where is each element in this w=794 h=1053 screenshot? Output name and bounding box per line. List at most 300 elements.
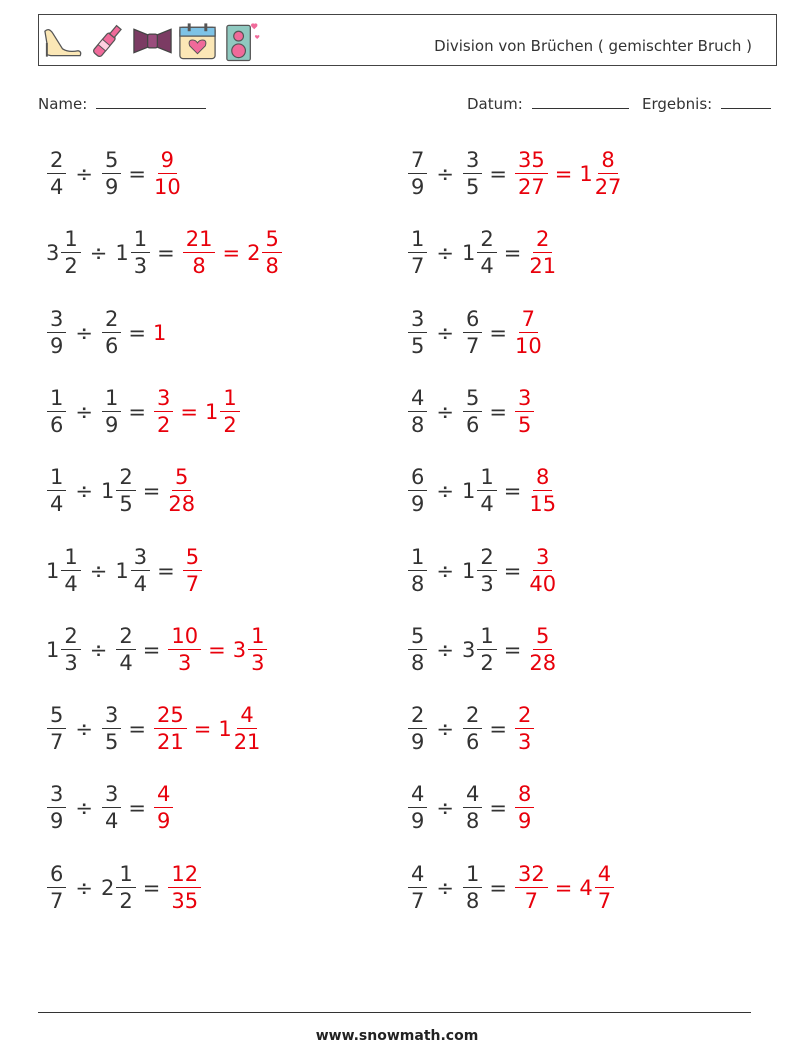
fraction [248, 623, 267, 675]
numerator: 1 [102, 388, 121, 412]
equals-sign: = [157, 558, 175, 583]
numerator: 5 [172, 467, 191, 491]
fraction [47, 705, 66, 753]
dividend [46, 861, 67, 913]
divisor [101, 784, 122, 832]
fraction [102, 150, 121, 198]
denominator: 3 [480, 571, 494, 596]
numerator: 3 [47, 784, 66, 808]
numerator: 1 [220, 388, 239, 412]
denominator: 9 [156, 809, 171, 834]
fraction [595, 861, 614, 913]
fraction [220, 385, 239, 437]
name-line[interactable] [96, 94, 206, 109]
fraction [408, 306, 427, 358]
dividend [407, 229, 428, 277]
fraction [47, 861, 66, 913]
numerator: 25 [154, 705, 187, 729]
numerator: 6 [463, 309, 482, 333]
whole-number: 1 [461, 479, 476, 504]
denominator: 28 [529, 650, 557, 675]
division-problem [407, 381, 535, 443]
division-problem [407, 619, 557, 681]
denominator: 15 [529, 492, 557, 517]
fraction [47, 784, 66, 832]
divide-sign: ÷ [89, 637, 108, 662]
fraction [529, 467, 556, 515]
numerator: 5 [183, 547, 202, 571]
fraction [168, 623, 201, 675]
divisor [115, 623, 136, 675]
divide-sign: ÷ [436, 479, 454, 504]
result-label: Ergebnis: [642, 95, 713, 113]
denominator: 2 [64, 254, 78, 279]
dividend [407, 623, 428, 675]
answer-value [528, 229, 557, 277]
denominator: 9 [411, 492, 425, 517]
fraction [154, 150, 181, 198]
whole-number: 1 [46, 637, 60, 662]
answer [514, 150, 622, 198]
fraction [154, 705, 187, 753]
result-line[interactable] [721, 94, 771, 109]
bow-tie-icon [131, 19, 174, 63]
answer [514, 861, 615, 913]
numerator: 3 [154, 388, 173, 412]
numerator: 1 [477, 626, 496, 650]
whole-number: 1 [115, 241, 129, 266]
division-problem [46, 381, 241, 443]
numerator: 5 [262, 229, 281, 253]
numerator: 5 [408, 626, 427, 650]
numerator: 2 [533, 229, 552, 253]
whole-number: 3 [232, 637, 247, 662]
fraction [61, 544, 80, 596]
fraction [408, 150, 427, 198]
dividend [407, 544, 428, 596]
denominator: 10 [514, 333, 542, 358]
divisor [115, 544, 151, 596]
denominator: 3 [64, 650, 78, 675]
fraction [47, 306, 66, 358]
numerator: 1 [477, 467, 496, 491]
answer [153, 705, 261, 753]
fraction [463, 306, 482, 358]
fraction [515, 150, 548, 198]
fraction [408, 623, 427, 675]
dividend [46, 306, 67, 358]
fraction [408, 229, 427, 277]
equals-sign: = [554, 875, 573, 900]
numerator: 8 [515, 784, 534, 808]
answer [153, 784, 174, 832]
fraction [47, 150, 66, 198]
denominator: 6 [465, 730, 480, 755]
answer-value [514, 784, 535, 832]
denominator: 8 [465, 888, 480, 913]
name-label: Name: [38, 95, 88, 113]
whole-number: 3 [46, 241, 60, 266]
fraction [183, 229, 216, 277]
denominator: 9 [411, 175, 425, 199]
denominator: 7 [185, 571, 200, 596]
answer [514, 705, 535, 753]
divisor [101, 705, 122, 753]
numerator: 2 [61, 626, 80, 650]
fraction [463, 861, 482, 913]
denominator: 9 [411, 730, 425, 755]
divide-sign: ÷ [436, 162, 454, 186]
denominator: 6 [465, 412, 480, 437]
divisor [115, 229, 151, 277]
fraction [154, 385, 173, 437]
divide-sign: ÷ [75, 320, 93, 345]
divisor [100, 861, 137, 913]
fraction [515, 705, 534, 753]
division-problem [407, 222, 557, 284]
name-field[interactable] [38, 94, 206, 113]
dividend [407, 861, 428, 913]
date-field[interactable] [467, 94, 629, 113]
divide-sign: ÷ [436, 320, 454, 345]
fraction [463, 150, 482, 198]
equals-sign: = [128, 320, 146, 345]
divide-sign: ÷ [75, 717, 93, 742]
numerator: 4 [237, 705, 256, 729]
answer-value [167, 467, 196, 515]
numerator: 4 [154, 784, 173, 808]
equals-sign: = [128, 162, 146, 186]
equals-sign: = [142, 875, 161, 900]
numerator: 9 [158, 150, 177, 174]
dividend [46, 229, 82, 277]
answer-value [514, 861, 549, 913]
fraction [102, 705, 121, 753]
dividend [407, 467, 428, 515]
numerator: 2 [116, 626, 135, 650]
header-icons [41, 19, 264, 63]
numerator: 4 [408, 864, 427, 888]
divide-sign: ÷ [436, 241, 454, 266]
answer-value [167, 623, 202, 675]
denominator: 4 [133, 571, 148, 596]
dividend [46, 544, 82, 596]
answer-value [514, 306, 543, 358]
denominator: 2 [480, 650, 494, 675]
answer-value [153, 150, 182, 198]
fraction [183, 544, 202, 596]
equals-sign: = [489, 796, 507, 821]
answer-value [528, 467, 557, 515]
divisor [461, 544, 498, 596]
calendar-heart-icon [176, 19, 219, 63]
division-problem [407, 540, 557, 602]
equals-sign: = [489, 875, 507, 900]
equals-sign: = [489, 320, 507, 345]
fraction [116, 467, 135, 515]
answer [153, 150, 182, 198]
denominator: 5 [517, 412, 532, 437]
equals-sign: = [180, 399, 198, 424]
answer [182, 544, 203, 596]
numerator: 1 [61, 229, 80, 253]
denominator: 7 [411, 254, 425, 279]
numerator: 5 [47, 705, 66, 729]
equals-sign: = [193, 717, 212, 742]
division-problem [46, 222, 283, 284]
denominator: 7 [597, 888, 612, 913]
denominator: 4 [480, 254, 494, 279]
fraction [515, 385, 534, 437]
denominator: 3 [517, 730, 532, 755]
numerator: 2 [408, 705, 427, 729]
fraction [131, 229, 150, 277]
answer-value [514, 150, 549, 198]
numerator: 4 [408, 388, 427, 412]
answer-value [247, 229, 283, 277]
denominator: 5 [411, 333, 425, 358]
numerator: 32 [515, 864, 548, 888]
numerator: 10 [168, 626, 201, 650]
denominator: 9 [50, 333, 64, 358]
worksheet-title: Division von Brüchen ( gemischter Bruch ) [434, 37, 752, 55]
fraction [529, 623, 557, 675]
fraction [102, 306, 121, 358]
denominator: 8 [411, 412, 425, 437]
answer [528, 229, 557, 277]
numerator: 4 [408, 784, 427, 808]
whole-number: 1 [115, 558, 129, 583]
numerator: 2 [463, 705, 482, 729]
divide-sign: ÷ [75, 162, 93, 186]
whole-number: 2 [247, 241, 261, 266]
dividend [407, 784, 428, 832]
fraction [463, 385, 482, 437]
equals-sign: = [142, 637, 161, 662]
equals-sign: = [503, 558, 522, 583]
fraction [463, 705, 482, 753]
divisor [462, 150, 483, 198]
equals-sign: = [489, 162, 507, 186]
numerator: 2 [47, 150, 66, 174]
answer [528, 467, 557, 515]
answer-value [579, 861, 615, 913]
denominator: 5 [119, 492, 133, 517]
denominator: 27 [517, 175, 545, 199]
numerator: 3 [463, 150, 482, 174]
denominator: 7 [465, 333, 480, 358]
divisor [462, 306, 483, 358]
whole-number: 1 [152, 320, 167, 345]
fraction [234, 705, 261, 753]
denominator: 9 [517, 809, 532, 834]
fraction [514, 306, 542, 358]
equals-sign: = [157, 241, 175, 266]
fraction [154, 784, 173, 832]
whole-number: 1 [100, 479, 115, 504]
divide-sign: ÷ [75, 479, 93, 504]
numerator: 1 [116, 864, 135, 888]
numerator: 8 [533, 467, 552, 491]
division-problem [46, 143, 182, 205]
fraction [529, 229, 556, 277]
divide-sign: ÷ [89, 558, 108, 583]
answer-value [204, 385, 241, 437]
fraction [408, 385, 427, 437]
answer-value [153, 385, 174, 437]
division-problem [46, 302, 167, 364]
division-problem [407, 460, 557, 522]
dividend [46, 784, 67, 832]
denominator: 8 [411, 571, 425, 596]
speaker-hearts-icon [221, 19, 264, 63]
numerator: 4 [595, 864, 614, 888]
denominator: 8 [465, 809, 480, 834]
dividend [407, 705, 428, 753]
fraction [168, 861, 201, 913]
numerator: 2 [477, 229, 496, 253]
answer-value [514, 385, 535, 437]
division-problem [46, 619, 268, 681]
numerator: 1 [131, 229, 150, 253]
answer-value [514, 705, 535, 753]
numerator: 5 [463, 388, 482, 412]
numerator: 12 [168, 864, 201, 888]
fraction [477, 467, 496, 515]
denominator: 5 [465, 175, 480, 199]
fraction [408, 861, 427, 913]
fraction [47, 385, 66, 437]
answer [528, 544, 557, 596]
divide-sign: ÷ [75, 875, 93, 900]
dividend [46, 385, 67, 437]
answer [153, 385, 241, 437]
numerator: 1 [408, 547, 427, 571]
answer [167, 861, 202, 913]
equals-sign: = [489, 399, 507, 424]
numerator: 3 [131, 547, 150, 571]
fraction [131, 544, 150, 596]
whole-number: 3 [461, 637, 476, 662]
numerator: 2 [102, 309, 121, 333]
numerator: 4 [463, 784, 482, 808]
divisor [462, 705, 483, 753]
denominator: 7 [411, 888, 425, 913]
denominator: 28 [168, 492, 196, 517]
numerator: 3 [102, 784, 121, 808]
denominator: 5 [104, 730, 119, 755]
denominator: 21 [156, 730, 184, 755]
numerator: 2 [116, 467, 135, 491]
numerator: 6 [47, 864, 66, 888]
fraction [408, 784, 427, 832]
numerator: 7 [519, 309, 538, 333]
fraction [477, 544, 496, 596]
denominator: 4 [119, 650, 133, 675]
denominator: 3 [178, 650, 192, 675]
equals-sign: = [142, 479, 161, 504]
dividend [46, 623, 82, 675]
denominator: 27 [594, 175, 622, 199]
dividend [46, 150, 67, 198]
numerator: 5 [533, 626, 552, 650]
date-line[interactable] [532, 94, 629, 109]
fraction [116, 861, 135, 913]
answer-value [579, 150, 622, 198]
numerator: 2 [515, 705, 534, 729]
answer [153, 321, 167, 345]
denominator: 9 [104, 175, 119, 199]
divide-sign: ÷ [436, 399, 454, 424]
answer [167, 623, 268, 675]
result-field[interactable] [642, 94, 771, 113]
numerator: 3 [533, 547, 552, 571]
answer-value [182, 229, 217, 277]
fraction [168, 467, 195, 515]
fraction [116, 623, 135, 675]
numerator: 3 [47, 309, 66, 333]
numerator: 35 [515, 150, 548, 174]
divide-sign: ÷ [89, 241, 108, 266]
divisor [462, 385, 483, 437]
dividend [407, 150, 428, 198]
equals-sign: = [128, 717, 146, 742]
high-heel-shoe-icon [41, 19, 84, 63]
answer [528, 623, 557, 675]
numerator: 5 [102, 150, 121, 174]
divisor [462, 229, 498, 277]
fraction [61, 229, 80, 277]
equals-sign: = [208, 637, 226, 662]
denominator: 9 [50, 809, 64, 834]
equals-sign: = [503, 241, 522, 266]
equals-sign: = [503, 479, 522, 504]
whole-number: 1 [204, 399, 219, 424]
divisor [101, 467, 137, 515]
whole-number: 2 [100, 875, 115, 900]
denominator: 2 [119, 888, 133, 913]
denominator: 6 [104, 333, 119, 358]
divisor [462, 784, 483, 832]
numerator: 2 [477, 547, 496, 571]
numerator: 7 [408, 150, 427, 174]
numerator: 3 [102, 705, 121, 729]
answer [514, 385, 535, 437]
answer [182, 229, 283, 277]
answer [514, 306, 543, 358]
denominator: 7 [524, 888, 539, 913]
numerator: 1 [47, 467, 66, 491]
footer-url: www.snowmath.com [315, 1028, 479, 1044]
numerator: 1 [248, 626, 267, 650]
answer-value [153, 784, 174, 832]
denominator: 4 [50, 492, 64, 517]
fraction [102, 385, 121, 437]
numerator: 6 [408, 467, 427, 491]
denominator: 21 [529, 254, 557, 279]
dividend [46, 705, 67, 753]
fraction [262, 229, 281, 277]
divide-sign: ÷ [75, 796, 93, 821]
divide-sign: ÷ [436, 717, 454, 742]
answer [167, 467, 196, 515]
denominator: 3 [133, 254, 148, 279]
date-label: Datum: [467, 95, 523, 113]
division-problem [46, 777, 174, 839]
equals-sign: = [489, 717, 507, 742]
answer-value [528, 544, 557, 596]
denominator: 40 [529, 571, 557, 596]
